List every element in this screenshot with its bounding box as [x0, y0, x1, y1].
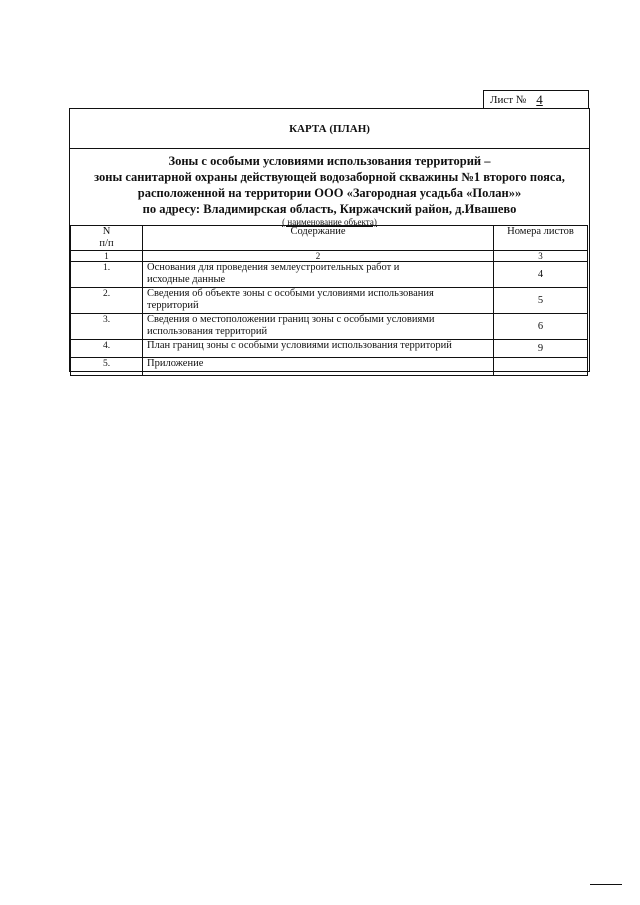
row-content: [143, 314, 494, 340]
description-line: Зоны с особыми условиями использования территорий –: [168, 154, 491, 168]
row-content: [143, 358, 494, 376]
column-number-row: [71, 251, 588, 262]
column-number: 1: [71, 251, 143, 262]
description-line: зоны санитарной охраны действующей водозаборной скважины №1 второго пояса,: [94, 170, 565, 184]
table-row: [71, 340, 588, 358]
row-sheet: 4: [494, 262, 588, 288]
contents-table: [70, 225, 588, 376]
row-content-line: Сведения об объекте зоны с особыми условиями использования: [147, 288, 434, 299]
object-description: [70, 149, 589, 225]
sheet-label: Лист №: [490, 93, 527, 106]
header-content: Содержание: [143, 226, 494, 251]
row-number: 2.: [71, 288, 143, 314]
row-content-line: территорий: [147, 300, 199, 311]
header-number: [71, 226, 143, 251]
row-content-line: Сведения о местоположении границ зоны с особыми условиями: [147, 314, 435, 325]
table-header-row: [71, 226, 588, 251]
row-content: [143, 340, 494, 358]
row-sheet: 6: [494, 314, 588, 340]
column-number: 2: [143, 251, 494, 262]
row-content-line: Приложение: [147, 358, 204, 369]
header-number-line: N: [102, 226, 111, 237]
document-frame: [69, 108, 590, 372]
table-row: [71, 314, 588, 340]
table-row: [71, 262, 588, 288]
row-sheet: 5: [494, 288, 588, 314]
description-line: расположенной на территории ООО «Загородная усадьба «Полан»»: [137, 186, 522, 200]
document-title-text: КАРТА (ПЛАН): [289, 122, 370, 135]
row-sheet: 9: [494, 340, 588, 358]
header-number-line: п/п: [99, 238, 114, 249]
column-number: 3: [494, 251, 588, 262]
row-sheet: [494, 358, 588, 376]
table-row: [71, 288, 588, 314]
row-content-line: исходные данные: [147, 274, 226, 285]
sheet-number-box: [483, 90, 589, 108]
row-number: 4.: [71, 340, 143, 358]
footer-rule: [590, 884, 622, 885]
row-number: 1.: [71, 262, 143, 288]
sheet-number: 4: [536, 91, 543, 107]
document-title: [70, 109, 589, 149]
row-number: 5.: [71, 358, 143, 376]
table-row: [71, 358, 588, 376]
row-content: [143, 262, 494, 288]
row-content-line: План границ зоны с особыми условиями использования территорий: [147, 340, 452, 351]
row-content-line: Основания для проведения землеустроительных работ и: [147, 262, 400, 273]
row-number: 3.: [71, 314, 143, 340]
object-name-caption: ( наименование объекта): [282, 217, 377, 227]
row-content-line: использования территорий: [147, 326, 268, 337]
description-line: по адресу: Владимирская область, Киржачский район, д.Ивашево: [142, 202, 517, 216]
header-sheets: Номера листов: [494, 226, 588, 251]
row-content: [143, 288, 494, 314]
